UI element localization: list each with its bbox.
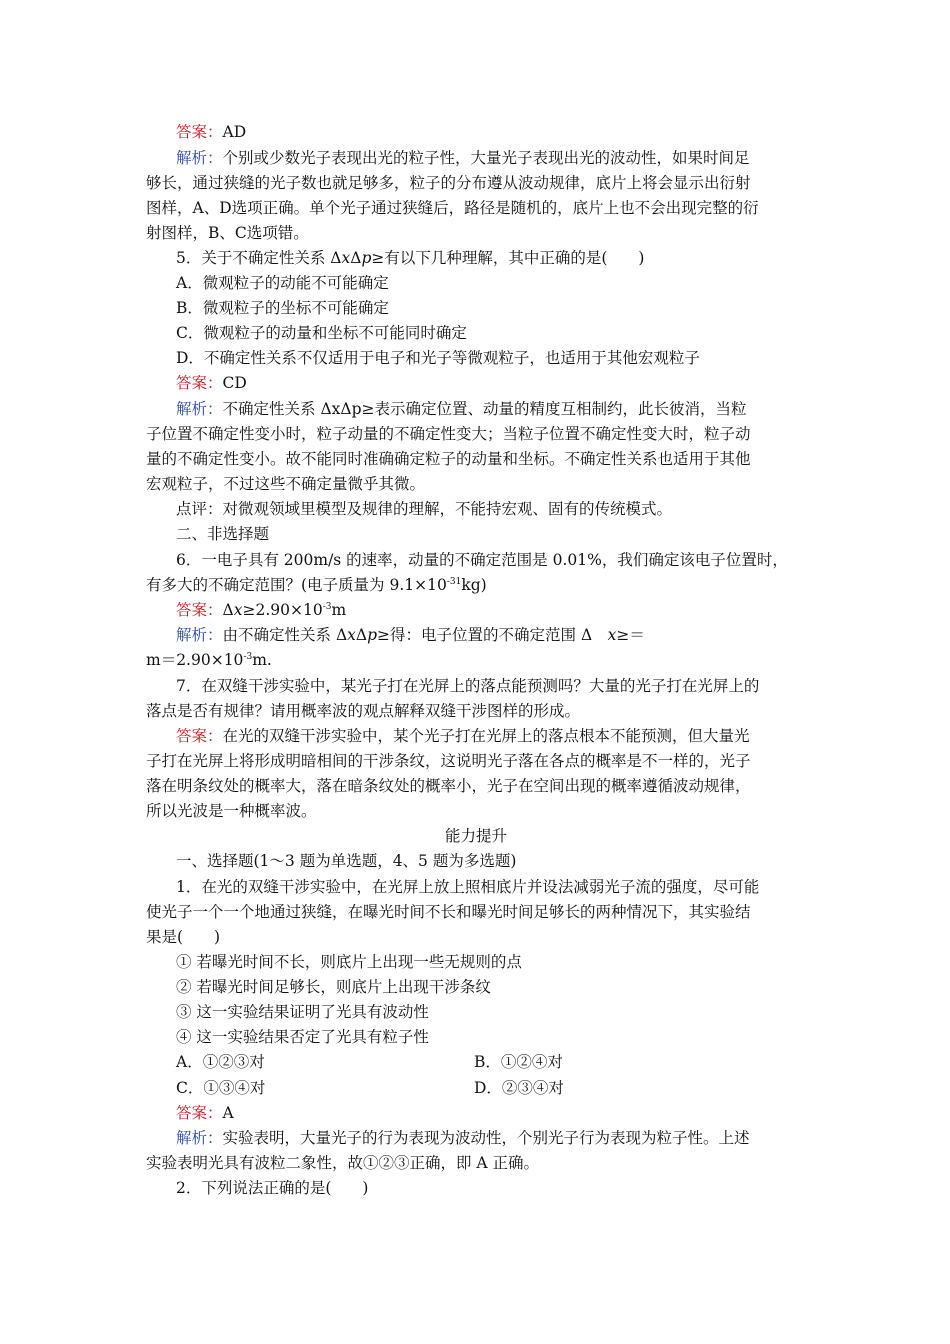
answer-label: 答案：: [176, 1104, 223, 1122]
option-b: B．微观粒子的坐标不可能确定: [176, 299, 389, 317]
explanation-1-line: 解析：实验表明，大量光子的行为表现为波动性，个别光子行为表现为粒子性。上述: [176, 1129, 750, 1147]
answer-label: 答案：: [176, 123, 223, 141]
answer-7-line: 落在明条纹处的概率大，落在暗条纹处的概率小，光子在空间出现的概率遵循波动规律，: [146, 777, 751, 795]
explanation-5-line: 宏观粒子，不过这些不确定量微乎其微。: [146, 475, 426, 493]
question-6-line: 有多大的不确定范围？(电子质量为 $9.1\times 10^{-31}kg$): [146, 576, 487, 594]
question-2: 2．下列说法正确的是( ): [176, 1179, 369, 1197]
explanation-4-line: 射图样，B、C选项错。: [146, 224, 309, 242]
answer-label: 答案：: [176, 601, 223, 619]
answer-7-line: 子打在光屏上将形成明暗相间的干涉条纹，这说明光子落在各点的概率是不一样的，光子: [146, 752, 751, 770]
question-1-line: 果是( ): [146, 928, 221, 946]
question-1-line: 1．在光的双缝干涉实验中，在光屏上放上照相底片并设法减弱光子流的强度，尽可能: [176, 878, 760, 896]
option-c: C．①③④对: [176, 1079, 266, 1097]
answer-7-line: 所以光波是一种概率波。: [146, 802, 317, 820]
question-6-line: 6．一电子具有 200m/s 的速率，动量的不确定范围是 0.01%，我们确定该电子位置时，: [176, 551, 788, 569]
question-7-line: 7．在双缝干涉实验中，某光子打在光屏上的落点能预测吗？大量的光子打在光屏上的: [176, 677, 760, 695]
explanation-label: 解析：: [176, 1129, 223, 1147]
explanation-6-line: $m=2.90\times 10^{-3}m$.: [146, 651, 272, 669]
answer-6: 答案：$\Delta x\ge 2.90\times 10^{-3}m$: [176, 601, 347, 619]
option-b: B．①②④对: [474, 1053, 563, 1071]
explanation-label: 解析：: [176, 149, 223, 167]
question-1-line: 使光子一个一个地通过狭缝，在曝光时间不长和曝光时间足够长的两种情况下，其实验结: [146, 903, 751, 921]
option-a: A．①②③对: [176, 1053, 265, 1071]
explanation-4-line: 图样，A、D选项正确。单个光子通过狭缝后，路径是随机的，底片上也不会出现完整的衍: [146, 199, 759, 217]
answer-label: 答案：: [176, 727, 223, 745]
comment: 点评：对微观领域里模型及规律的理解，不能持宏观、固有的传统模式。: [176, 500, 673, 518]
option-a: A．微观粒子的动能不可能确定: [176, 274, 389, 292]
explanation-5-line: 解析：不确定性关系 ΔxΔp≥表示确定位置、动量的精度互相制约，此长彼消，当粒: [176, 400, 747, 418]
explanation-label: 解析：: [176, 626, 223, 644]
explanation-4-line: 够长，通过狭缝的光子数也就足够多，粒子的分布遵从波动规律，底片上将会显示出衍射: [146, 174, 751, 192]
option-d: D．②③④对: [474, 1079, 564, 1097]
answer-5: 答案：CD: [176, 374, 247, 392]
explanation-5-line: 量的不确定性变小。故不能同时准确确定粒子的动量和坐标。不确定性关系也适用于其他: [146, 450, 751, 468]
option-d: D．不确定性关系不仅适用于电子和光子等微观粒子，也适用于其他宏观粒子: [176, 349, 700, 367]
section-heading: 一、选择题(1～3 题为单选题，4、5 题为多选题): [176, 852, 517, 870]
explanation-4-line: 解析：个别或少数光子表现出光的粒子性，大量光子表现出光的波动性，如果时间足: [176, 149, 750, 167]
statement-1: ① 若曝光时间不长，则底片上出现一些无规则的点: [176, 953, 522, 971]
answer-4: 答案：AD: [176, 123, 247, 141]
explanation-5-line: 子位置不确定性变小时，粒子动量的不确定性变大；当粒子位置不确定性变大时，粒子动: [146, 425, 751, 443]
section-title: 能力提升: [444, 827, 507, 845]
explanation-6-line: 解析：由不确定性关系 ΔxΔp≥得：电子位置的不确定范围 Δ x≥＝: [176, 626, 645, 644]
option-c: C．微观粒子的动量和坐标不可能同时确定: [176, 324, 467, 342]
answer-7-line: 答案：在光的双缝干涉实验中，某个光子打在光屏上的落点根本不能预测，但大量光: [176, 727, 750, 745]
explanation-1-line: 实验表明光具有波粒二象性，故①②③正确，即 A 正确。: [146, 1154, 540, 1172]
answer-1: 答案：A: [176, 1104, 234, 1122]
question-7-line: 落点是否有规律？请用概率波的观点解释双缝干涉图样的形成。: [146, 702, 581, 720]
answer-label: 答案：: [176, 374, 223, 392]
statement-2: ② 若曝光时间足够长，则底片上出现干涉条纹: [176, 978, 491, 996]
section-heading: 二、非选择题: [176, 525, 270, 543]
statement-3: ③ 这一实验结果证明了光具有波动性: [176, 1003, 429, 1021]
statement-4: ④ 这一实验结果否定了光具有粒子性: [176, 1028, 429, 1046]
question-5: 5．关于不确定性关系 ΔxΔp≥有以下几种理解，其中正确的是( ): [176, 249, 645, 267]
explanation-label: 解析：: [176, 400, 223, 418]
